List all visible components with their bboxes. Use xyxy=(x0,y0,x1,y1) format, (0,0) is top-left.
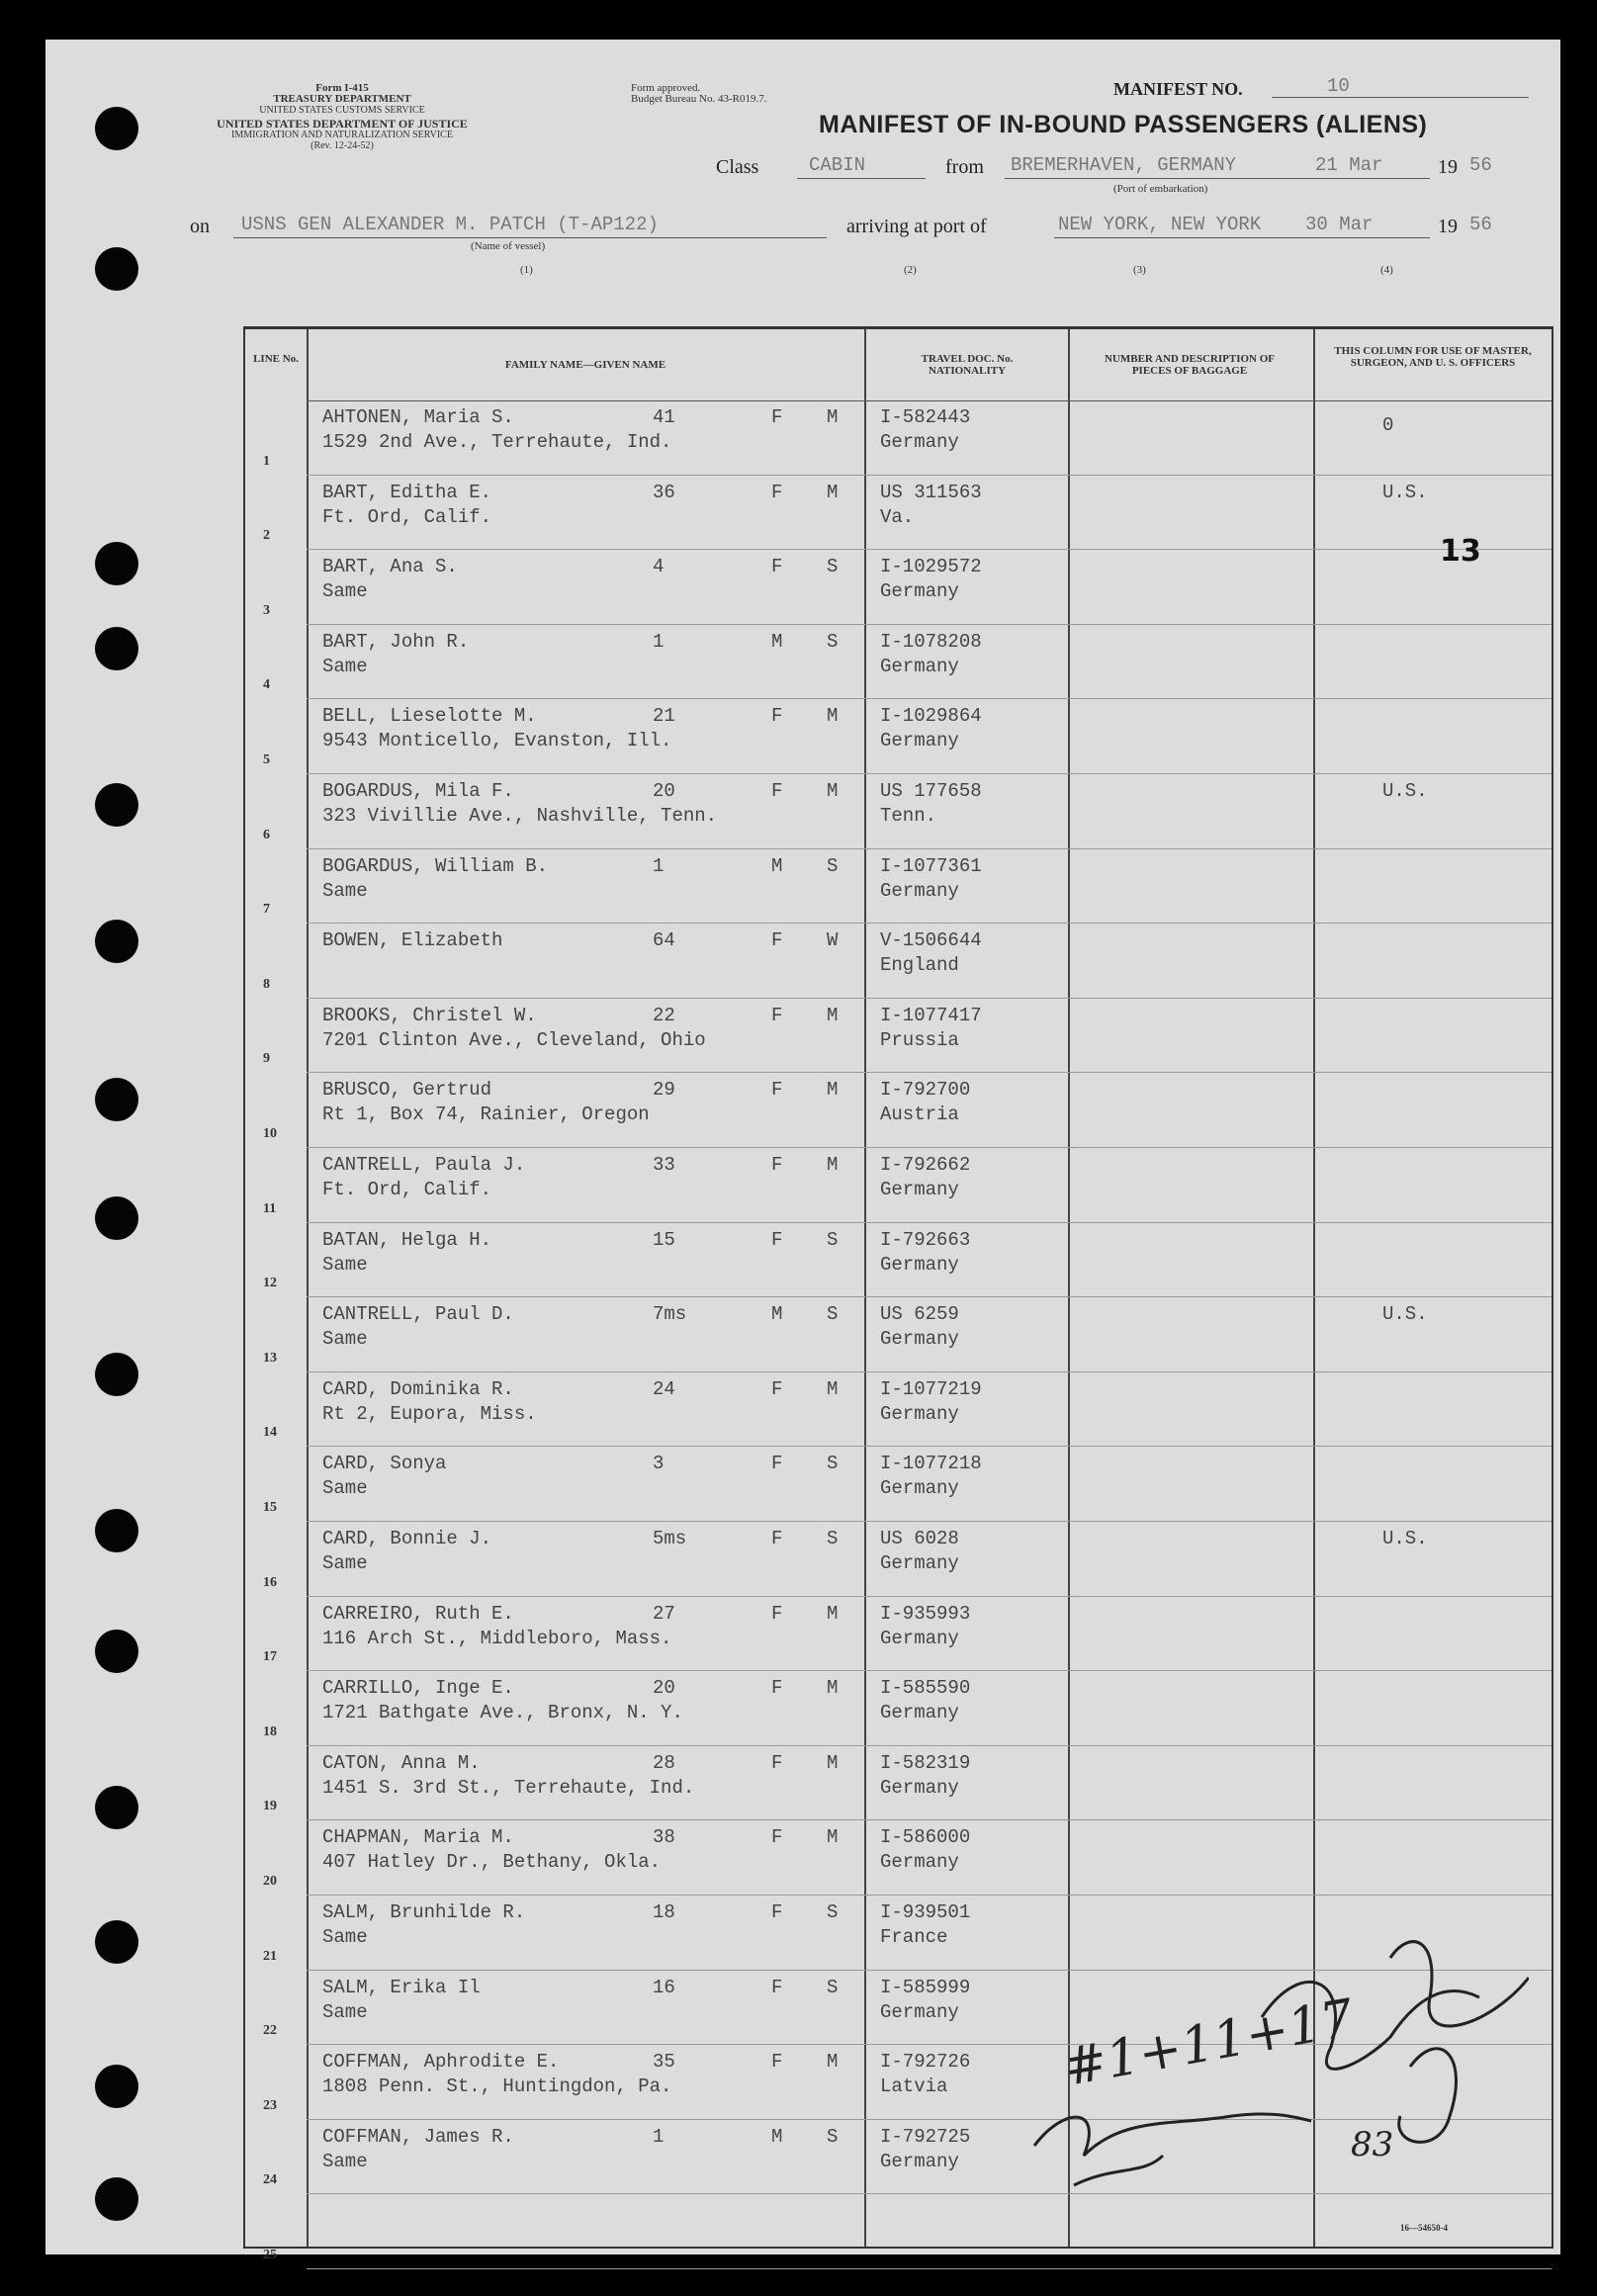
passenger-age: 41 xyxy=(653,406,675,428)
passenger-sex: F xyxy=(771,1677,783,1700)
passenger-name: BROOKS, Christel W. xyxy=(322,1004,537,1026)
travel-doc-number: I-792663 xyxy=(880,1228,971,1251)
passenger-name: CANTRELL, Paula J. xyxy=(322,1154,526,1176)
binder-hole xyxy=(95,247,138,291)
passenger-name: BART, John R. xyxy=(322,630,470,653)
travel-doc-number: I-792726 xyxy=(880,2051,971,2074)
passenger-age: 21 xyxy=(653,705,675,728)
travel-doc-number: I-792725 xyxy=(880,2125,971,2148)
from-year: 56 xyxy=(1469,154,1492,176)
line-number: 18 xyxy=(263,1723,277,1739)
ins-service: IMMIGRATION AND NATURALIZATION SERVICE xyxy=(231,130,453,140)
header-baggage: NUMBER AND DESCRIPTION OF PIECES OF BAGGAGE xyxy=(1104,353,1276,377)
passenger-age: 24 xyxy=(653,1377,675,1400)
from-port: BREMERHAVEN, GERMANY xyxy=(1011,154,1237,176)
passenger-age: 7ms xyxy=(653,1303,687,1326)
passenger-name: COFFMAN, Aphrodite E. xyxy=(322,2051,560,2074)
travel-doc-number: I-792700 xyxy=(880,1079,971,1102)
binder-hole xyxy=(95,783,138,827)
travel-doc-number: I-582443 xyxy=(880,406,971,428)
passenger-sex: F xyxy=(771,929,783,952)
travel-doc-number: I-1077219 xyxy=(880,1377,982,1400)
table-row xyxy=(245,699,1552,774)
passenger-sex: F xyxy=(771,556,783,578)
passenger-name: CARD, Bonnie J. xyxy=(322,1528,492,1549)
officer-annotation-0: 0 xyxy=(1382,414,1394,436)
passenger-nationality: Germany xyxy=(880,1776,959,1799)
binder-hole xyxy=(95,1353,138,1396)
line-number: 12 xyxy=(263,1276,277,1291)
travel-doc-number: I-585590 xyxy=(880,1677,971,1700)
travel-doc-number: V-1506644 xyxy=(880,929,982,952)
line-number: 9 xyxy=(263,1051,270,1067)
passenger-name: CARRILLO, Inge E. xyxy=(322,1677,514,1700)
binder-hole xyxy=(95,2065,138,2108)
table-row xyxy=(245,1597,1552,1672)
table-row xyxy=(245,1148,1552,1223)
passenger-age: 29 xyxy=(653,1079,675,1102)
passenger-sex: F xyxy=(771,1079,783,1102)
passenger-address: 1451 S. 3rd St., Terrehaute, Ind. xyxy=(322,1776,695,1799)
passenger-age: 3 xyxy=(653,1453,665,1475)
passenger-nationality: Tenn. xyxy=(880,805,937,827)
col-num-1: (1) xyxy=(520,264,533,276)
passenger-sex: F xyxy=(771,1901,783,1923)
col-num-3: (3) xyxy=(1133,264,1146,276)
passenger-age: 16 xyxy=(653,1976,675,1998)
passenger-status: M xyxy=(827,1004,839,1026)
treasury-dept: TREASURY DEPARTMENT xyxy=(273,93,411,105)
passenger-age: 1 xyxy=(653,2125,665,2148)
table-row xyxy=(245,1522,1552,1597)
passenger-address: Same xyxy=(322,1926,368,1948)
travel-doc-number: US 6028 xyxy=(880,1528,959,1549)
handwritten-initials: 83 xyxy=(1351,2125,1394,2164)
passenger-status: W xyxy=(827,929,839,952)
passenger-age: 28 xyxy=(653,1751,675,1774)
passenger-nationality: Va. xyxy=(880,505,915,528)
binder-hole xyxy=(95,1786,138,1829)
passenger-age: 15 xyxy=(653,1228,675,1251)
passenger-sex: F xyxy=(771,1826,783,1849)
passenger-age: 1 xyxy=(653,854,665,877)
passenger-nationality: Germany xyxy=(880,580,959,603)
passenger-name: BART, Editha E. xyxy=(322,481,492,503)
header-line-no: LINE No. xyxy=(253,353,299,365)
table-row xyxy=(245,1820,1552,1896)
officer-note: U.S. xyxy=(1382,1528,1428,1549)
passenger-address: Rt 1, Box 74, Rainier, Oregon xyxy=(322,1104,650,1126)
passenger-address: 9543 Monticello, Evanston, Ill. xyxy=(322,730,672,752)
passenger-status: S xyxy=(827,556,839,578)
travel-doc-number: I-1078208 xyxy=(880,630,982,653)
line-number: 8 xyxy=(263,976,270,992)
passenger-address: 407 Hatley Dr., Bethany, Okla. xyxy=(322,1851,662,1874)
line-number: 17 xyxy=(263,1649,277,1665)
officer-note: U.S. xyxy=(1382,481,1428,503)
passenger-nationality: Germany xyxy=(880,730,959,752)
passenger-sex: F xyxy=(771,1004,783,1026)
passenger-status: S xyxy=(827,1901,839,1923)
page-number: 13 xyxy=(1440,534,1481,569)
table-row xyxy=(245,1073,1552,1148)
table-row xyxy=(245,1372,1552,1448)
passenger-status: M xyxy=(827,1377,839,1400)
passenger-status: S xyxy=(827,1303,839,1326)
passenger-status: S xyxy=(827,854,839,877)
passenger-address: 7201 Clinton Ave., Cleveland, Ohio xyxy=(322,1028,706,1051)
passenger-status: M xyxy=(827,1677,839,1700)
binder-hole xyxy=(95,1630,138,1673)
officer-note: U.S. xyxy=(1382,780,1428,802)
binder-hole xyxy=(95,1078,138,1121)
line-number: 10 xyxy=(263,1125,277,1141)
line-number: 6 xyxy=(263,827,270,842)
passenger-status: S xyxy=(827,1528,839,1549)
line-number: 20 xyxy=(263,1873,277,1889)
passenger-status: S xyxy=(827,1976,839,1998)
passenger-nationality: Germany xyxy=(880,2150,959,2172)
line-number: 11 xyxy=(263,1200,277,1216)
manifest-title: MANIFEST OF IN-BOUND PASSENGERS (ALIENS) xyxy=(819,111,1428,138)
binder-hole xyxy=(95,1509,138,1552)
table-row xyxy=(245,550,1552,625)
form-approved: Form approved. xyxy=(631,82,701,94)
passenger-age: 35 xyxy=(653,2051,675,2074)
passenger-sex: F xyxy=(771,1453,783,1475)
line-number: 14 xyxy=(263,1425,277,1441)
table-row xyxy=(245,476,1552,551)
passenger-nationality: Germany xyxy=(880,655,959,677)
passenger-name: CHAPMAN, Maria M. xyxy=(322,1826,514,1849)
travel-doc-number: I-586000 xyxy=(880,1826,971,1849)
table-row xyxy=(245,400,1552,476)
binder-hole xyxy=(95,1196,138,1240)
passenger-address: 1808 Penn. St., Huntingdon, Pa. xyxy=(322,2075,672,2098)
row-divider xyxy=(307,2268,1552,2269)
passenger-name: SALM, Erika Il xyxy=(322,1976,481,1998)
officer-note: U.S. xyxy=(1382,1303,1428,1326)
passenger-name: CATON, Anna M. xyxy=(322,1751,481,1774)
travel-doc-number: I-935993 xyxy=(880,1602,971,1625)
passenger-address: Ft. Ord, Calif. xyxy=(322,505,492,528)
passenger-nationality: Germany xyxy=(880,1552,959,1574)
header-name: FAMILY NAME—GIVEN NAME xyxy=(504,359,666,371)
manifest-page xyxy=(45,40,1560,2262)
passenger-sex: F xyxy=(771,1528,783,1549)
travel-doc-number: US 311563 xyxy=(880,481,982,503)
passenger-address: Same xyxy=(322,655,368,677)
passenger-name: BOWEN, Elizabeth xyxy=(322,929,503,952)
travel-doc-number: I-939501 xyxy=(880,1901,971,1923)
passenger-age: 33 xyxy=(653,1154,675,1176)
binder-hole xyxy=(95,627,138,670)
passenger-status: S xyxy=(827,1228,839,1251)
from-date: 21 Mar xyxy=(1315,154,1383,176)
passenger-age: 36 xyxy=(653,481,675,503)
header-officers: THIS COLUMN FOR USE OF MASTER, SURGEON, AND U. S. OFFICERS xyxy=(1334,345,1532,369)
passenger-nationality: France xyxy=(880,1926,948,1948)
passenger-status: M xyxy=(827,1079,839,1102)
passenger-sex: F xyxy=(771,1751,783,1774)
passenger-nationality: Latvia xyxy=(880,2075,948,2098)
passenger-status: S xyxy=(827,1453,839,1475)
arrival-year-prefix: 19 xyxy=(1438,216,1458,237)
passenger-name: CARD, Sonya xyxy=(322,1453,447,1475)
arrival-port: NEW YORK, NEW YORK xyxy=(1058,214,1262,235)
from-line xyxy=(1005,178,1430,179)
line-number: 13 xyxy=(263,1350,277,1366)
vessel-line xyxy=(233,237,827,238)
passenger-nationality: Germany xyxy=(880,879,959,902)
passenger-age: 64 xyxy=(653,929,675,952)
passenger-name: BATAN, Helga H. xyxy=(322,1228,492,1251)
table-row xyxy=(245,1746,1552,1821)
passenger-name: BRUSCO, Gertrud xyxy=(322,1079,492,1102)
passenger-nationality: Germany xyxy=(880,1477,959,1500)
travel-doc-number: US 6259 xyxy=(880,1303,959,1326)
handwritten-signature xyxy=(975,1918,1529,2215)
approval-block xyxy=(631,83,766,105)
travel-doc-number: I-1029864 xyxy=(880,705,982,728)
line-number: 1 xyxy=(263,453,270,469)
passenger-age: 1 xyxy=(653,630,665,653)
table-row xyxy=(245,774,1552,849)
table-row xyxy=(245,849,1552,925)
passenger-address: Same xyxy=(322,580,368,603)
table-row xyxy=(245,1223,1552,1298)
budget-bureau: Budget Bureau No. 43-R019.7. xyxy=(631,93,767,105)
line-number: 4 xyxy=(263,677,270,693)
passenger-name: BOGARDUS, Mila F. xyxy=(322,780,514,802)
from-year-prefix: 19 xyxy=(1438,156,1458,178)
passenger-sex: F xyxy=(771,1228,783,1251)
passenger-sex: F xyxy=(771,1154,783,1176)
arrival-year: 56 xyxy=(1469,214,1492,235)
line-number: 16 xyxy=(263,1574,277,1590)
passenger-status: M xyxy=(827,705,839,728)
passenger-nationality: Germany xyxy=(880,2000,959,2023)
passenger-name: CARD, Dominika R. xyxy=(322,1377,514,1400)
line-number: 7 xyxy=(263,902,270,918)
passenger-nationality: Prussia xyxy=(880,1028,959,1051)
line-number: 15 xyxy=(263,1499,277,1515)
passenger-status: S xyxy=(827,630,839,653)
header-travel-doc: TRAVEL DOC. No. NATIONALITY xyxy=(921,353,1014,377)
table-row xyxy=(245,1447,1552,1522)
binder-hole xyxy=(95,542,138,585)
arrival-line xyxy=(1054,237,1430,238)
passenger-nationality: Germany xyxy=(880,1627,959,1649)
footer-code: 16—54650-4 xyxy=(1400,2223,1448,2233)
passenger-status: M xyxy=(827,1826,839,1849)
passenger-status: M xyxy=(827,1751,839,1774)
passenger-nationality: Germany xyxy=(880,1328,959,1351)
travel-doc-number: I-792662 xyxy=(880,1154,971,1176)
passenger-address: Same xyxy=(322,2150,368,2172)
passenger-name: BOGARDUS, William B. xyxy=(322,854,549,877)
line-number: 19 xyxy=(263,1799,277,1814)
passenger-sex: F xyxy=(771,406,783,428)
passenger-name: CANTRELL, Paul D. xyxy=(322,1303,514,1326)
passenger-name: CARREIRO, Ruth E. xyxy=(322,1602,514,1625)
passenger-sex: F xyxy=(771,1976,783,1998)
passenger-nationality: Germany xyxy=(880,1253,959,1276)
binder-hole xyxy=(95,920,138,963)
line-number: 2 xyxy=(263,528,270,544)
line-number: 22 xyxy=(263,2023,277,2039)
travel-doc-number: I-1077218 xyxy=(880,1453,982,1475)
passenger-status: M xyxy=(827,780,839,802)
passenger-age: 18 xyxy=(653,1901,675,1923)
passenger-nationality: Germany xyxy=(880,1851,959,1874)
passenger-age: 4 xyxy=(653,556,665,578)
passenger-address: Same xyxy=(322,879,368,902)
vessel-name: USNS GEN ALEXANDER M. PATCH (T-AP122) xyxy=(241,214,659,235)
passenger-name: COFFMAN, James R. xyxy=(322,2125,514,2148)
binder-hole xyxy=(95,107,138,150)
passenger-sex: F xyxy=(771,705,783,728)
line-number: 23 xyxy=(263,2097,277,2113)
col-num-2: (2) xyxy=(904,264,917,276)
binder-hole xyxy=(95,1920,138,1964)
passenger-address: 116 Arch St., Middleboro, Mass. xyxy=(322,1627,672,1649)
handwritten-note: #1+11+17 xyxy=(1059,1988,1359,2098)
travel-doc-number: US 177658 xyxy=(880,780,982,802)
passenger-sex: F xyxy=(771,1377,783,1400)
line-number: 25 xyxy=(263,2247,277,2262)
manifest-number: 10 xyxy=(1327,75,1350,97)
passenger-address: 323 Vivillie Ave., Nashville, Tenn. xyxy=(322,805,718,827)
passenger-status: M xyxy=(827,2051,839,2074)
passenger-age: 22 xyxy=(653,1004,675,1026)
col-num-4: (4) xyxy=(1380,264,1393,276)
passenger-nationality: Austria xyxy=(880,1104,959,1126)
form-number: Form I-415 xyxy=(315,82,369,94)
passenger-status: M xyxy=(827,481,839,503)
table-row xyxy=(245,1297,1552,1372)
passenger-name: BELL, Lieselotte M. xyxy=(322,705,537,728)
passenger-address: Rt 2, Eupora, Miss. xyxy=(322,1402,537,1425)
passenger-nationality: Germany xyxy=(880,1402,959,1425)
passenger-address: Same xyxy=(322,1253,368,1276)
passenger-address: Same xyxy=(322,2000,368,2023)
passenger-sex: M xyxy=(771,1303,783,1326)
class-label: Class xyxy=(716,156,759,178)
line-number: 21 xyxy=(263,1948,277,1964)
passenger-sex: M xyxy=(771,2125,783,2148)
on-label: on xyxy=(190,216,210,237)
passenger-nationality: Germany xyxy=(880,1179,959,1200)
passenger-age: 20 xyxy=(653,1677,675,1700)
passenger-age: 27 xyxy=(653,1602,675,1625)
passenger-name: SALM, Brunhilde R. xyxy=(322,1901,526,1923)
passenger-address: Same xyxy=(322,1328,368,1351)
arriving-label: arriving at port of xyxy=(846,216,987,237)
passenger-address: Same xyxy=(322,1477,368,1500)
passenger-age: 38 xyxy=(653,1826,675,1849)
passenger-address: 1529 2nd Ave., Terrehaute, Ind. xyxy=(322,431,672,453)
passenger-sex: M xyxy=(771,630,783,653)
passenger-sex: M xyxy=(771,854,783,877)
class-value: CABIN xyxy=(809,154,866,176)
manifest-label: MANIFEST NO. xyxy=(1113,79,1243,99)
line-number: 3 xyxy=(263,602,270,618)
passenger-age: 5ms xyxy=(653,1528,687,1549)
passenger-nationality: England xyxy=(880,954,959,977)
passenger-status: M xyxy=(827,1602,839,1625)
passenger-address: Same xyxy=(322,1552,368,1574)
passenger-address: Ft. Ord, Calif. xyxy=(322,1179,492,1200)
passenger-sex: F xyxy=(771,481,783,503)
agency-block xyxy=(184,83,500,151)
passenger-sex: F xyxy=(771,2051,783,2074)
manifest-number-line xyxy=(1272,97,1529,98)
line-number: 24 xyxy=(263,2172,277,2188)
arrival-date: 30 Mar xyxy=(1305,214,1374,235)
line-number: 5 xyxy=(263,751,270,767)
vessel-caption: (Name of vessel) xyxy=(471,240,546,252)
passenger-sex: F xyxy=(771,780,783,802)
passenger-name: BART, Ana S. xyxy=(322,556,458,578)
passenger-nationality: Germany xyxy=(880,431,959,453)
travel-doc-number: I-582319 xyxy=(880,1751,971,1774)
passenger-status: M xyxy=(827,406,839,428)
passenger-name: AHTONEN, Maria S. xyxy=(322,406,514,428)
travel-doc-number: I-585999 xyxy=(880,1976,971,1998)
passenger-status: M xyxy=(827,1154,839,1176)
table-row xyxy=(245,625,1552,700)
passenger-sex: F xyxy=(771,1602,783,1625)
from-label: from xyxy=(945,156,984,178)
table-row xyxy=(245,999,1552,1074)
binder-hole xyxy=(95,2177,138,2221)
travel-doc-number: I-1029572 xyxy=(880,556,982,578)
table-row xyxy=(245,924,1552,999)
travel-doc-number: I-1077361 xyxy=(880,854,982,877)
passenger-nationality: Germany xyxy=(880,1702,959,1724)
passenger-age: 20 xyxy=(653,780,675,802)
class-line xyxy=(797,178,926,179)
travel-doc-number: I-1077417 xyxy=(880,1004,982,1026)
revision: (Rev. 12-24-52) xyxy=(311,140,374,151)
passenger-status: S xyxy=(827,2125,839,2148)
justice-dept: UNITED STATES DEPARTMENT OF JUSTICE xyxy=(217,117,468,131)
port-caption: (Port of embarkation) xyxy=(1113,183,1208,195)
passenger-address: 1721 Bathgate Ave., Bronx, N. Y. xyxy=(322,1702,683,1724)
customs-service: UNITED STATES CUSTOMS SERVICE xyxy=(259,105,425,116)
table-row xyxy=(245,1671,1552,1746)
